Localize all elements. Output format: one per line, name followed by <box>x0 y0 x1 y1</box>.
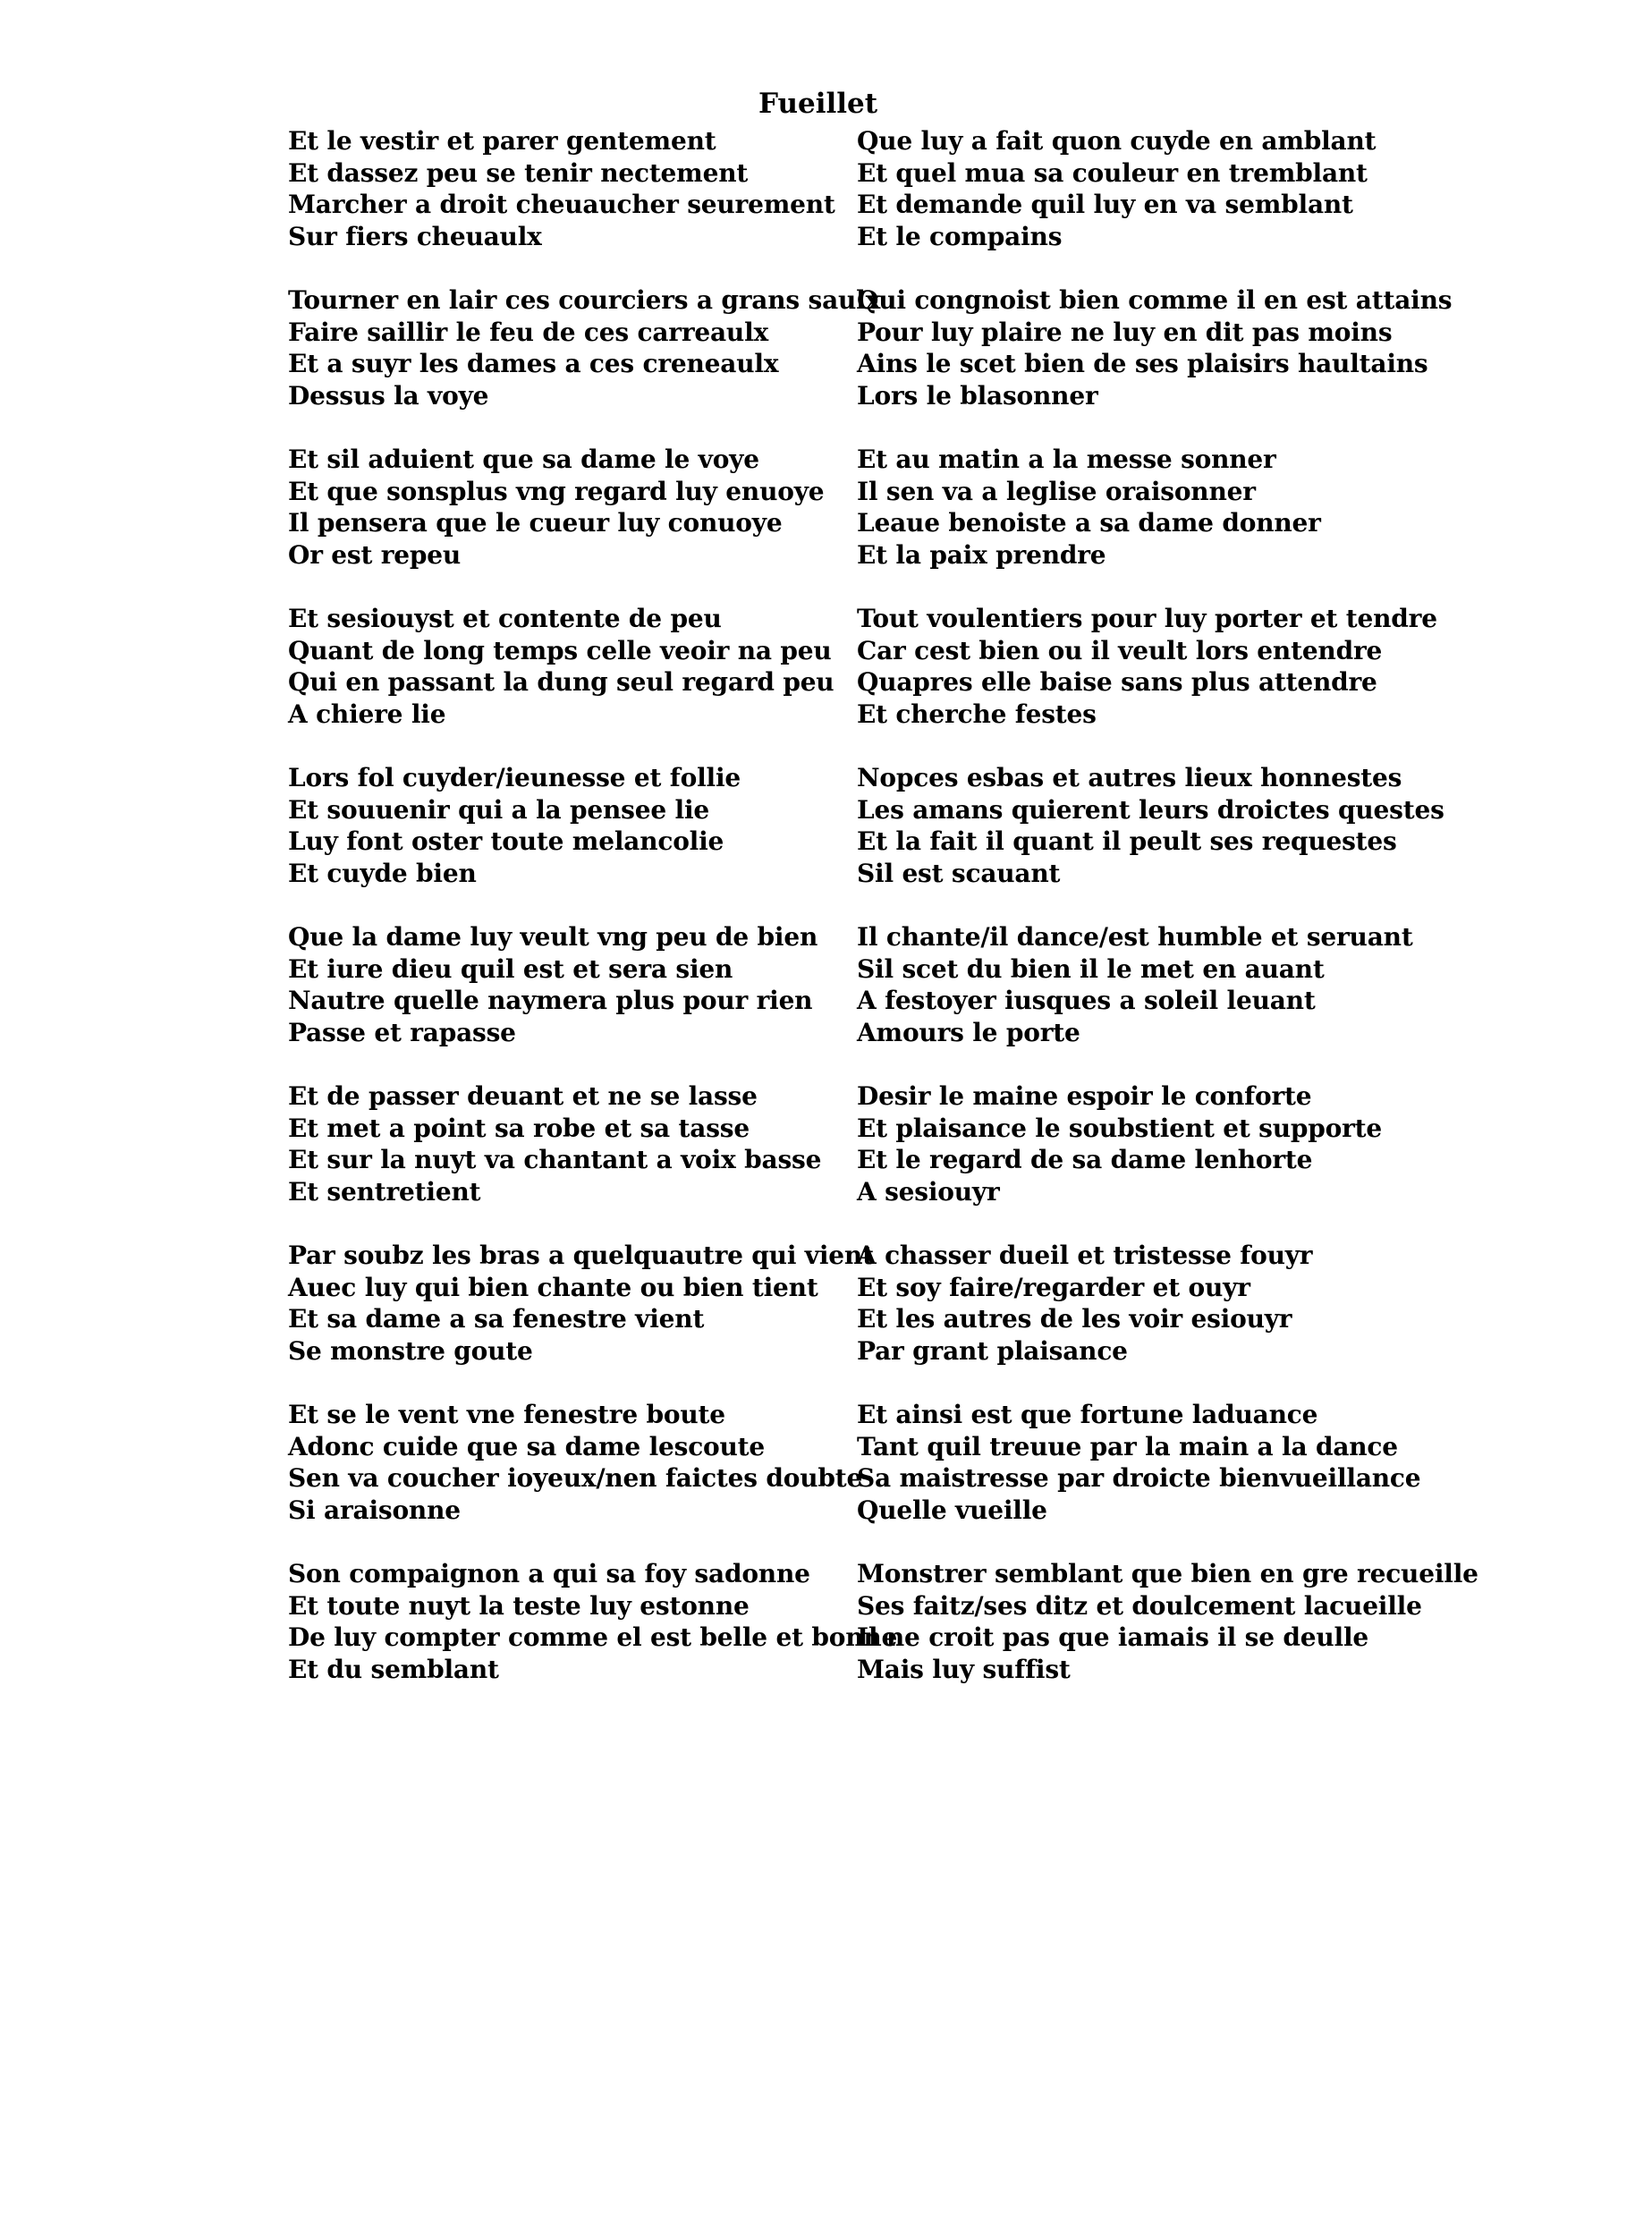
verse-line: Et a suyr les dames a ces creneaulx <box>288 349 779 378</box>
right-column <box>857 123 1483 1715</box>
verse-line: Et le vestir et parer gentement <box>288 126 716 156</box>
verse-line: Ains le scet bien de ses plaisirs haultains <box>857 349 1428 378</box>
verse-line: Ses faitz/ses ditz et doulcement lacueille <box>857 1590 1422 1621</box>
verse-line: Et met a point sa robe et sa tasse <box>288 1113 750 1143</box>
verse-line: Auec luy qui bien chante ou bien tient <box>288 1272 818 1302</box>
stanza <box>857 762 1483 919</box>
verse-line: Et les autres de les voir esiouyr <box>857 1304 1292 1334</box>
verse-line: Marcher a droit cheuaucher seurement <box>288 190 835 219</box>
verse-line: A sesiouyr <box>857 1176 1000 1207</box>
verse-line: Quant de long temps celle veoir na peu <box>288 635 832 665</box>
stanza <box>288 1240 874 1397</box>
verse-line: Quapres elle baise sans plus attendre <box>857 667 1377 697</box>
verse-line: Passe et rapasse <box>288 1017 516 1047</box>
stanza <box>288 603 860 760</box>
verse-line: Et sil aduient que sa dame le voye <box>288 445 759 474</box>
stanza <box>857 284 1483 442</box>
verse-line: Sen va coucher ioyeux/nen faictes doubte <box>288 1463 863 1493</box>
verse-line: Il ne croit pas que iamais il se deulle <box>857 1622 1369 1652</box>
verse-line: A festoyer iusques a soleil leuant <box>857 986 1316 1015</box>
verse-line: Il sen va a leglise oraisonner <box>857 476 1256 506</box>
stanza <box>288 762 860 919</box>
verse-line: Et ainsi est que fortune laduance <box>857 1400 1318 1429</box>
verse-line: Que la dame luy veult vng peu de bien <box>288 922 818 952</box>
verse-line: Et le regard de sa dame lenhorte <box>857 1145 1313 1174</box>
verse-line: Et souuenir qui a la pensee lie <box>288 794 710 825</box>
verse-line: Et sentretient <box>288 1176 481 1207</box>
verse-line: Adonc cuide que sa dame lescoute <box>288 1431 766 1461</box>
verse-line: Et se le vent vne fenestre boute <box>288 1400 725 1429</box>
verse-line: Et cuyde bien <box>288 858 477 888</box>
verse-line: Que luy a fait quon cuyde en amblant <box>857 126 1377 156</box>
verse-line: Et toute nuyt la teste luy estonne <box>288 1590 750 1621</box>
verse-line: Tout voulentiers pour luy porter et tendre <box>857 604 1437 633</box>
verse-line: Sur fiers cheuaulx <box>288 221 542 251</box>
verse-line: Et sa dame a sa fenestre vient <box>288 1304 705 1334</box>
verse-line: Et sur la nuyt va chantant a voix basse <box>288 1145 822 1174</box>
verse-line: Et de passer deuant et ne se lasse <box>288 1081 758 1111</box>
verse-line: Lors le blasonner <box>857 380 1098 411</box>
verse-line: Se monstre goute <box>288 1335 533 1366</box>
verse-line: Or est repeu <box>288 539 462 570</box>
verse-line: Sil scet du bien il le met en auant <box>857 953 1325 984</box>
stanza <box>288 1558 898 1715</box>
verse-line: Et le compains <box>857 221 1063 251</box>
verse-line: A chiere lie <box>288 699 446 729</box>
verse-line: Il pensera que le cueur luy conuoye <box>288 508 783 538</box>
verse-line: Tourner en lair ces courciers a grans saulx <box>288 285 881 315</box>
verse-line: Et cherche festes <box>857 699 1097 729</box>
verse-line: Dessus la voye <box>288 380 489 411</box>
verse-line: Pour luy plaire ne luy en dit pas moins <box>857 317 1393 347</box>
verse-line: Lors fol cuyder/ieunesse et follie <box>288 763 741 792</box>
verse-line: De luy compter comme el est belle et bonne <box>288 1622 898 1652</box>
stanza <box>288 284 881 442</box>
verse-line: Quelle vueille <box>857 1495 1047 1525</box>
verse-line: Si araisonne <box>288 1495 461 1525</box>
verse-line: Sil est scauant <box>857 858 1061 888</box>
stanza <box>288 921 860 1079</box>
verse-line: Tant quil treuue par la main a la dance <box>857 1431 1398 1461</box>
page-header: Fueillet <box>758 88 878 120</box>
verse-line: Nopces esbas et autres lieux honnestes <box>857 763 1402 792</box>
verse-line: Et soy faire/regarder et ouyr <box>857 1272 1250 1302</box>
stanza <box>857 921 1483 1079</box>
verse-line: Et iure dieu quil est et sera sien <box>288 953 733 984</box>
verse-line: Qui en passant la dung seul regard peu <box>288 667 834 697</box>
verse-line: A chasser dueil et tristesse fouyr <box>857 1241 1313 1270</box>
verse-line: Et la fait il quant il peult ses requestes <box>857 826 1397 856</box>
verse-line: Et demande quil luy en va semblant <box>857 190 1353 219</box>
verse-line: Amours le porte <box>857 1017 1080 1047</box>
verse-line: Nautre quelle naymera plus pour rien <box>288 986 813 1015</box>
verse-line: Mais luy suffist <box>857 1654 1071 1684</box>
verse-line: Leaue benoiste a sa dame donner <box>857 508 1321 538</box>
verse-line: Son compaignon a qui sa foy sadonne <box>288 1559 810 1588</box>
verse-line: Et dassez peu se tenir nectement <box>288 157 749 188</box>
verse-line: Faire saillir le feu de ces carreaulx <box>288 317 769 347</box>
stanza <box>288 1399 863 1556</box>
stanza <box>288 444 860 601</box>
verse-line: Monstrer semblant que bien en gre recueille <box>857 1559 1478 1588</box>
verse-line: Les amans quierent leurs droictes questes <box>857 794 1444 825</box>
stanza <box>857 1080 1483 1238</box>
verse-line: Et du semblant <box>288 1654 499 1684</box>
verse-line: Et sesiouyst et contente de peu <box>288 604 722 633</box>
left-column <box>288 123 898 1715</box>
stanza <box>857 603 1483 760</box>
verse-line: Qui congnoist bien comme il en est attains <box>857 285 1453 315</box>
verse-line: Et quel mua sa couleur en tremblant <box>857 157 1368 188</box>
stanza <box>857 125 1483 283</box>
verse-line: Sa maistresse par droicte bienvueillance <box>857 1463 1421 1493</box>
stanza <box>857 1240 1483 1397</box>
verse-line: Luy font oster toute melancolie <box>288 826 724 856</box>
stanza <box>857 1558 1483 1715</box>
verse-line: Desir le maine espoir le conforte <box>857 1081 1312 1111</box>
verse-line: Par grant plaisance <box>857 1335 1128 1366</box>
stanza <box>857 1399 1483 1556</box>
verse-line: Et la paix prendre <box>857 539 1106 570</box>
verse-line: Par soubz les bras a quelquautre qui vient <box>288 1241 874 1270</box>
verse-line: Et au matin a la messe sonner <box>857 445 1276 474</box>
stanza <box>288 125 860 283</box>
verse-line: Et plaisance le soubstient et supporte <box>857 1113 1383 1143</box>
verse-line: Il chante/il dance/est humble et seruant <box>857 922 1413 952</box>
verse-line: Car cest bien ou il veult lors entendre <box>857 635 1383 665</box>
stanza <box>288 1080 860 1238</box>
verse-line: Et que sonsplus vng regard luy enuoye <box>288 476 825 506</box>
stanza <box>857 444 1483 601</box>
